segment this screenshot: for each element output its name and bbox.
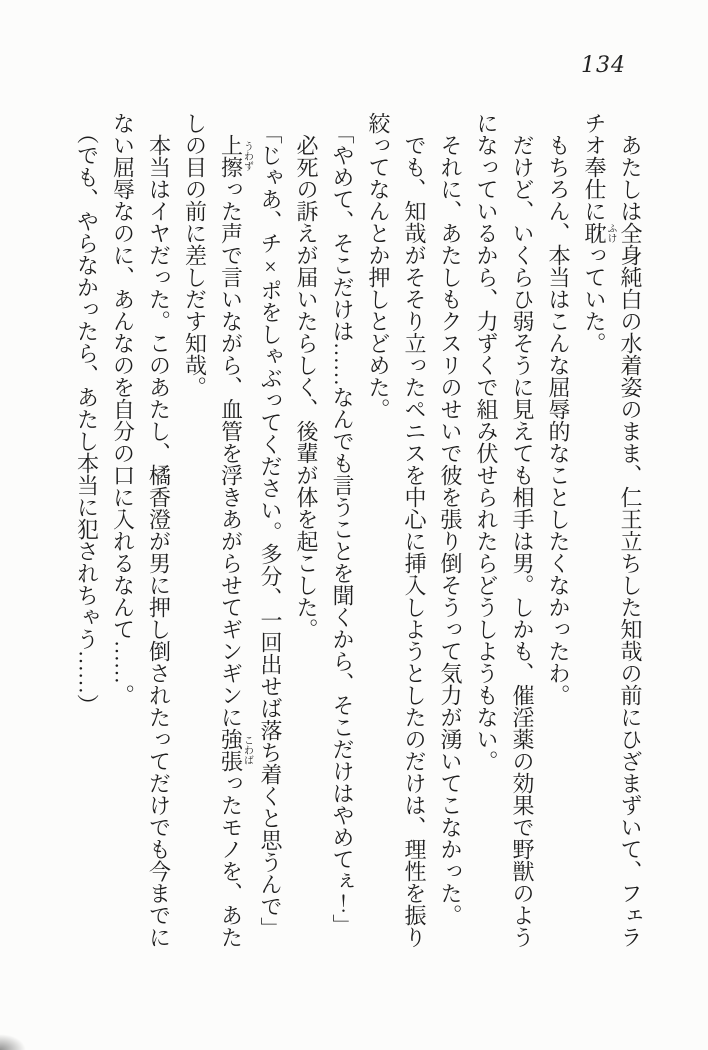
furigana: こわば <box>241 728 253 772</box>
ruby-group: 強張こわば <box>218 728 253 772</box>
paragraph: （でも、やらなかったら、あたし本当に犯されちゃう……） <box>74 122 100 716</box>
paragraph: だけど、いくらひ弱そうに見えても相手は男。しかも、催淫薬の効果で野獣のようになっているから、力ずくで組み伏せられたらどうしようもない。 <box>474 112 535 948</box>
paragraph: でも、知哉がそそり立ったペニスを中心に挿入しようとしたのだけは、理性を振り絞ってなんとか押しとどめた。 <box>366 112 427 948</box>
paragraph: 「じゃあ、チ×ポをしゃぶってください。多分、一回出せば落ち着くと思うんで」 <box>258 122 283 939</box>
paragraph: 必死の訴えが届いたらしく、後輩が体を起こした。 <box>294 134 319 640</box>
ruby-group: 耽ふけ <box>582 222 616 244</box>
paragraph: 本当はイヤだった。このあたし、橘香澄が男に押し倒されたってだけでも今までにない屈辱なのに、あんなのを自分の口に入れるなんて……。 <box>110 112 172 948</box>
page-corner-shadow <box>0 1034 26 1050</box>
ruby-group: 上擦うわず <box>218 134 253 178</box>
vertical-text-block <box>72 112 648 952</box>
paragraph: もちろん、本当はこんな屈辱的なことしたくなかったわ。 <box>546 134 571 706</box>
paragraph: あたしは全身純白の水着姿のまま、仁王立ちした知哉の前にひざまずいて、フェラチオ奉仕に耽ふけっていた。 <box>582 112 643 948</box>
paragraph: それに、あたしもクスリのせいで彼を張り倒そうって気力が湧いてこなかった。 <box>438 134 463 926</box>
furigana: ふけ <box>605 222 616 244</box>
furigana: うわず <box>241 134 253 178</box>
paragraph: 「やめて、そこだけは……なんでも言うことを聞くから、そこだけはやめてぇ！」 <box>330 122 355 936</box>
paragraph: 上擦うわずった声で言いながら、血管を浮きあがらせてギンギンに強張こわばったモノを、あたしの目の前に差しだす知哉。 <box>182 112 253 948</box>
page-number: 134 <box>581 53 626 78</box>
